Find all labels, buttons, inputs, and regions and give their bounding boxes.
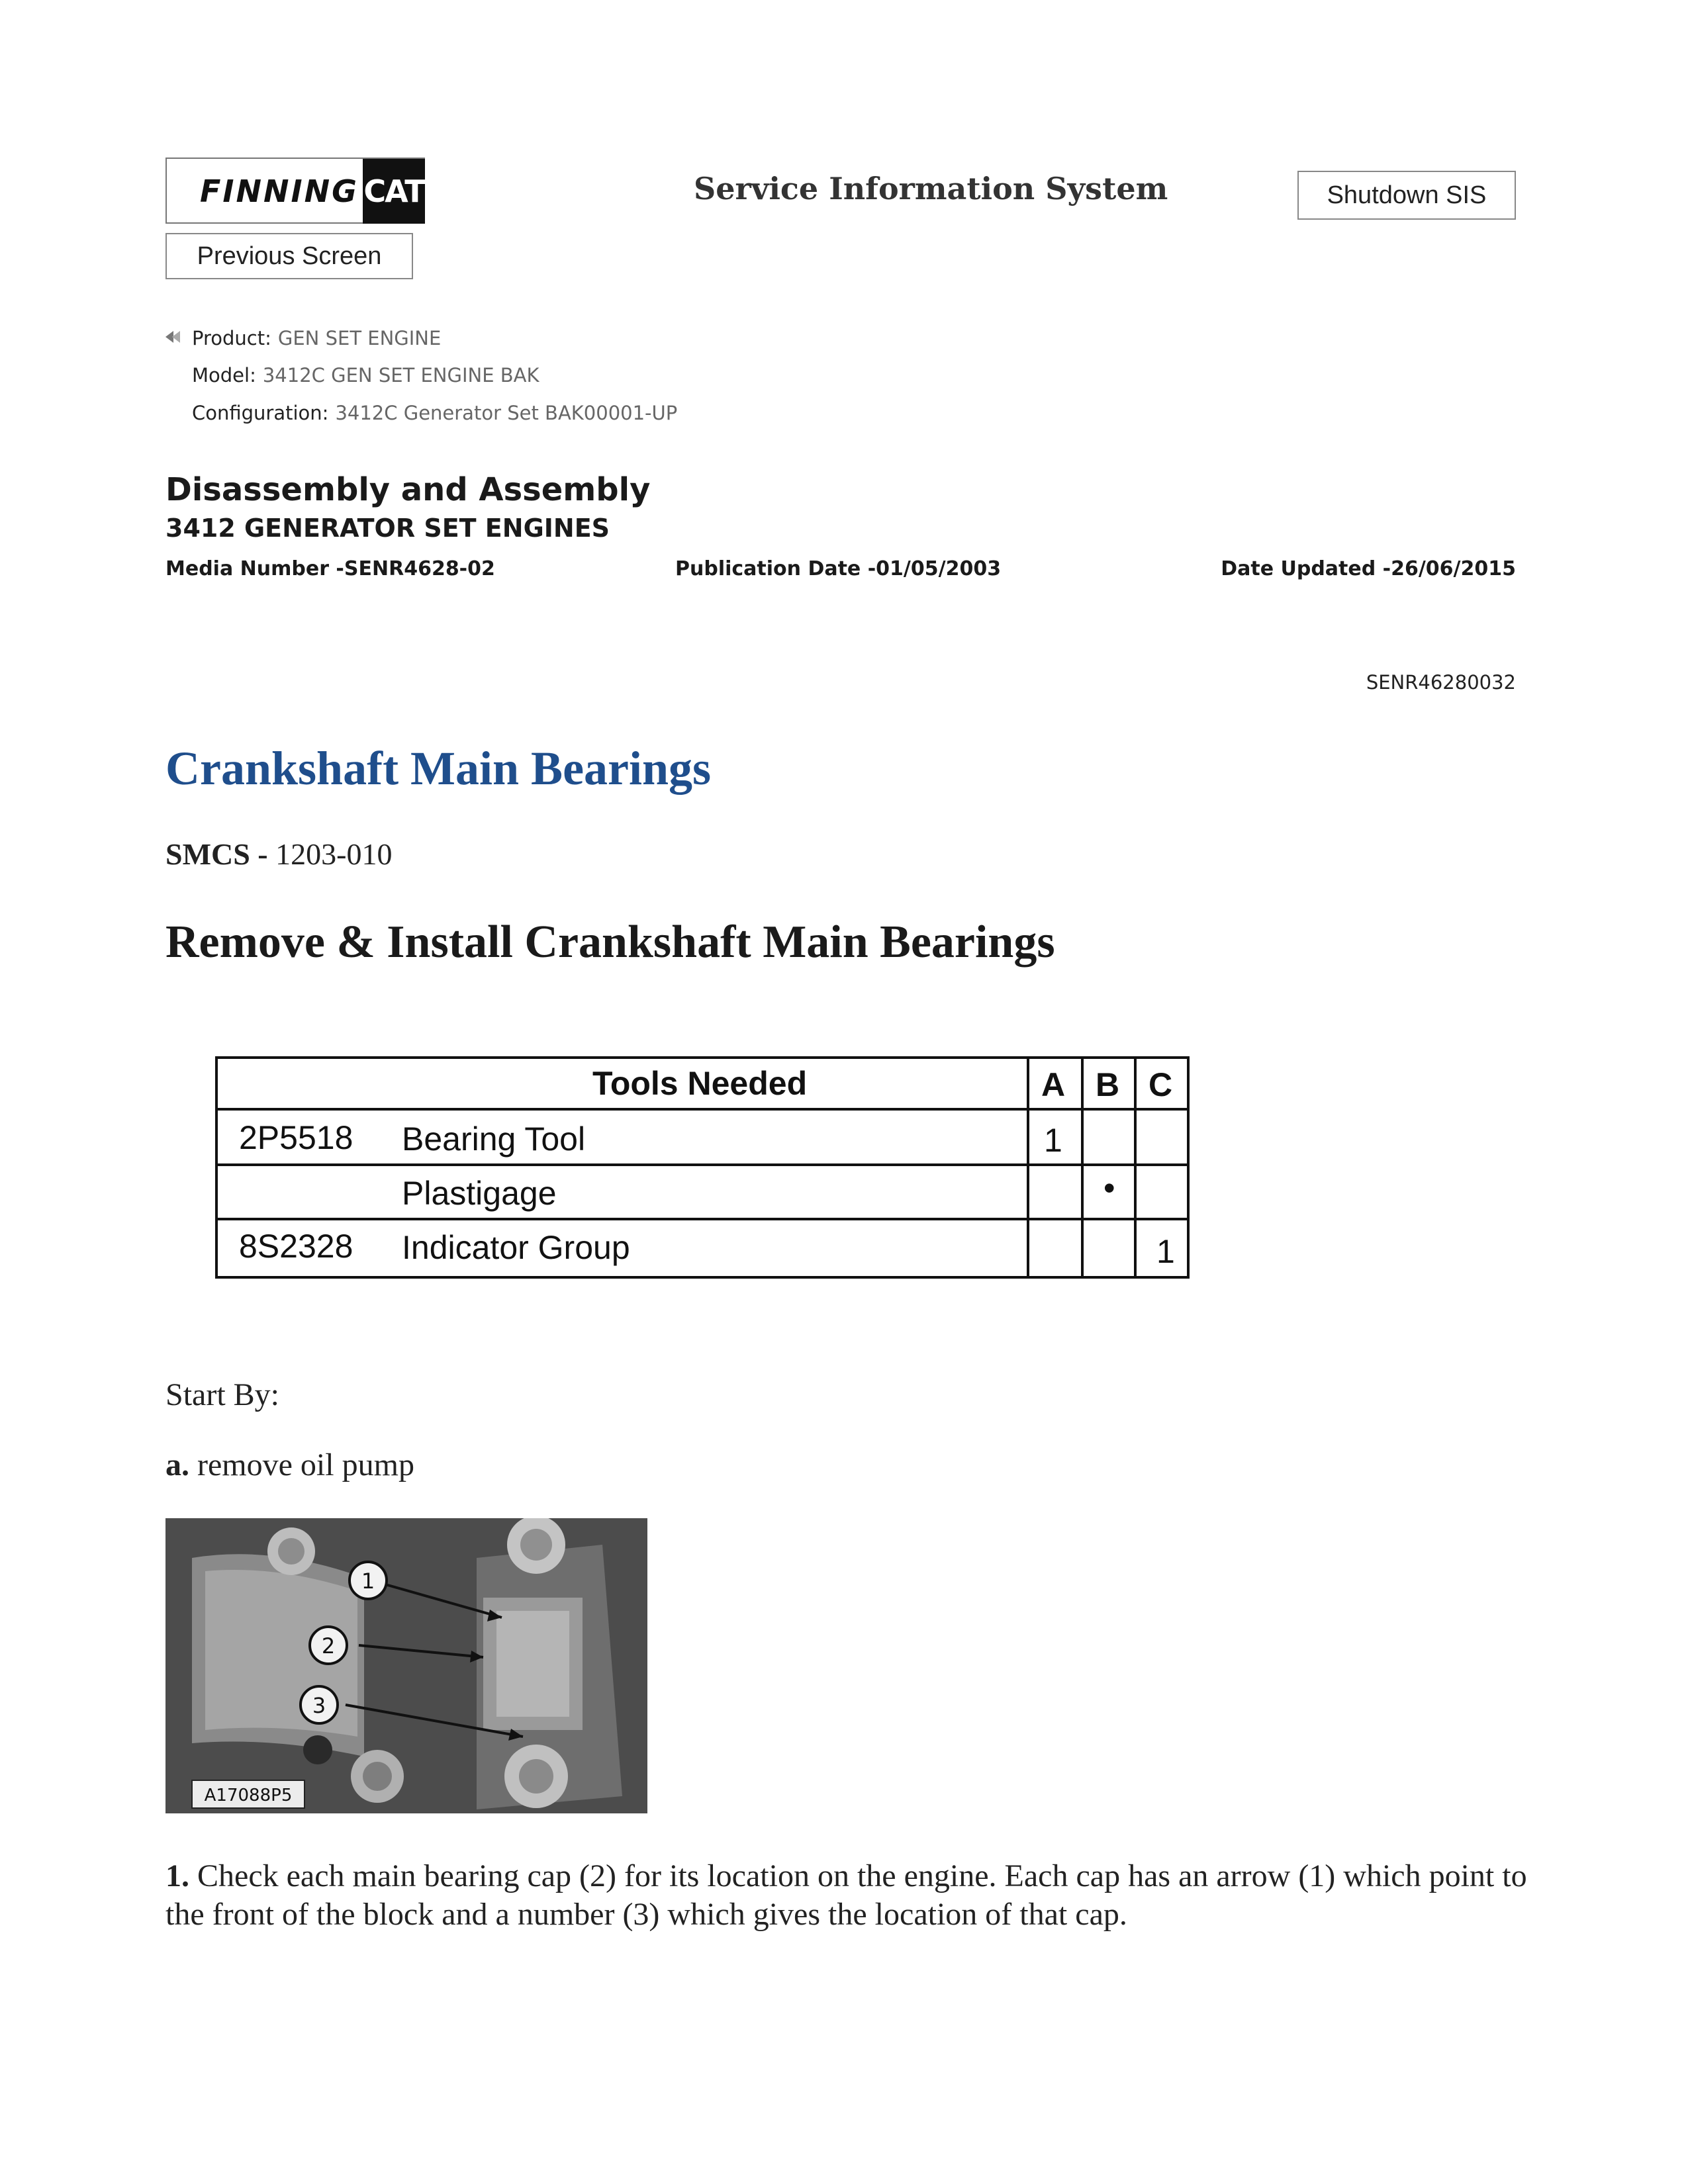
model-label: Model: [192,364,256,387]
document-id: SENR46280032 [1366,671,1516,694]
page-title: Crankshaft Main Bearings [165,742,712,795]
start-by-item [165,1447,414,1483]
tool-name: Bearing Tool [402,1120,586,1158]
step-number: 1. [165,1858,189,1893]
publication-date: Publication Date -01/05/2003 [675,557,1002,580]
section-title: Remove & Install Crankshaft Main Bearings [165,917,1055,968]
model-row [192,364,539,387]
media-number: Media Number -SENR4628-02 [165,557,495,580]
document-type: Disassembly and Assembly [165,471,651,508]
callout-1: 1 [361,1569,375,1594]
system-title: Service Information System [694,171,1168,206]
configuration-row [192,402,677,424]
cat-wordmark: CAT [363,159,425,224]
smcs-label: SMCS - [165,837,268,871]
finning-cat-logo [165,158,425,224]
tools-header: Tools Needed [592,1065,808,1102]
product-label: Product: [192,327,271,349]
start-item-text: remove oil pump [197,1447,414,1482]
date-updated: Date Updated -26/06/2015 [1221,557,1516,580]
tool-qty-a: 1 [1044,1122,1062,1159]
product-value: GEN SET ENGINE [277,327,442,349]
column-c-header: C [1149,1066,1173,1103]
document-subtitle: 3412 GENERATOR SET ENGINES [165,514,610,543]
image-label: A17088P5 [204,1786,293,1805]
callout-3: 3 [312,1693,326,1718]
tool-part-number: 2P5518 [239,1119,353,1156]
column-a-header: A [1041,1066,1066,1103]
smcs-code [165,837,392,872]
bearing-cap-photo [165,1518,647,1813]
step-text: Check each main bearing cap (2) for its location on the engine. Each cap has an arrow (1) which point to the front of the block and a number (3) which gives the location of that cap. [165,1858,1527,1932]
tool-name: Plastigage [402,1175,557,1212]
tool-qty-c: 1 [1156,1233,1175,1270]
smcs-value: 1203-010 [275,837,393,871]
finning-wordmark: FINNING [200,173,359,209]
step-1 [165,1857,1536,1934]
tool-part-number: 8S2328 [239,1228,353,1265]
previous-screen-button[interactable]: Previous Screen [165,233,413,279]
tool-qty-b: • [1103,1169,1115,1206]
callout-2: 2 [321,1633,336,1659]
configuration-label: Configuration: [192,402,329,424]
start-item-letter: a. [165,1447,189,1482]
shutdown-sis-button[interactable]: Shutdown SIS [1297,171,1516,220]
column-b-header: B [1096,1066,1120,1103]
product-row [192,327,441,349]
start-by-label: Start By: [165,1377,280,1412]
model-value: 3412C GEN SET ENGINE BAK [262,364,539,387]
tool-name: Indicator Group [402,1229,630,1266]
configuration-value: 3412C Generator Set BAK00001-UP [335,402,678,424]
back-arrow-icon[interactable] [164,328,181,345]
tools-needed-table [215,1056,1190,1279]
